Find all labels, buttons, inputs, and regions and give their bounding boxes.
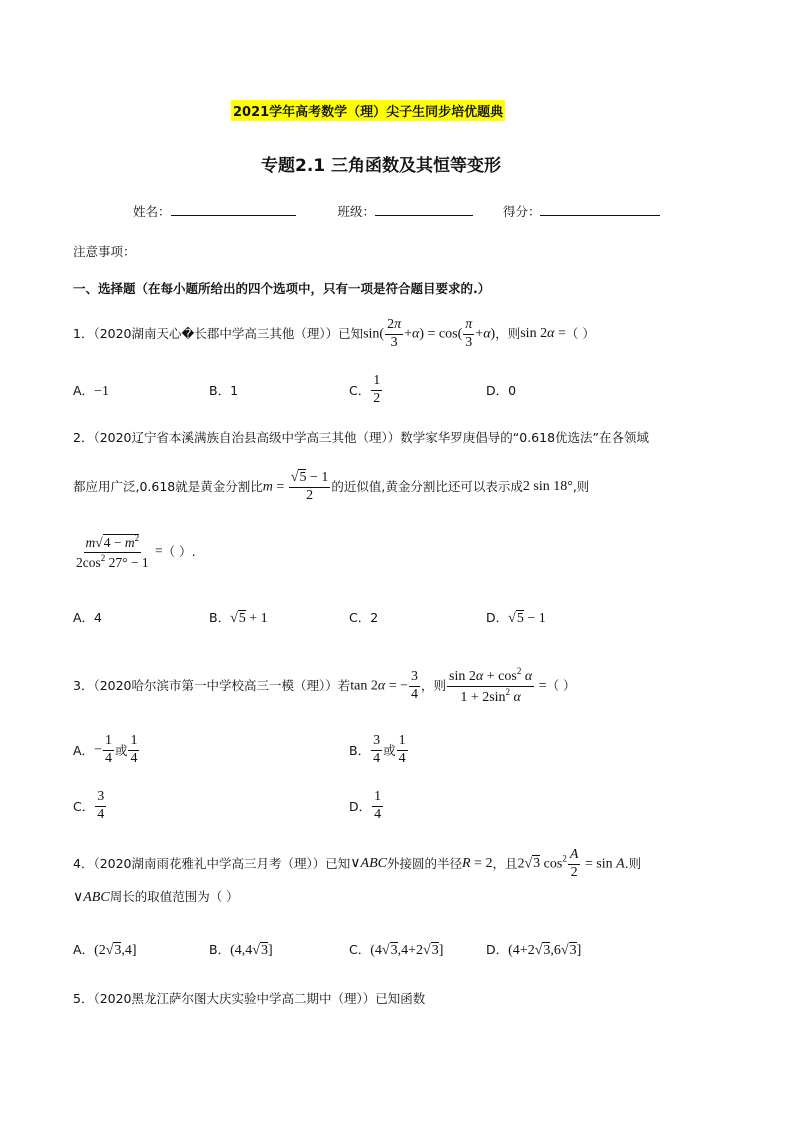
q3-option-a[interactable]: A． − $\frac{1}{4}$ 或 $\frac{1}{4}$ [73, 732, 138, 766]
q4-option-d[interactable]: D．(4+2√3,6√3] [486, 942, 582, 958]
q3-option-c[interactable]: C． $\frac{3}{4}$ [73, 788, 105, 822]
q2-sin18: 2 sin 18° [522, 479, 573, 494]
q4-line2-text: 周长的取值范围为（ ） [109, 889, 239, 904]
q4-radius: R = 2 [461, 856, 493, 871]
q2-text-a: 都应用广泛,0.618就是黄金分割比 [73, 478, 263, 494]
q1-options [73, 370, 673, 410]
q1-target: sin 2α = [520, 326, 566, 341]
score-blank[interactable] [540, 215, 660, 216]
q4-option-c[interactable]: C．(4√3,4+2√3] [349, 942, 444, 958]
q2-option-d[interactable]: D．√5 − 1 [486, 610, 546, 626]
q2-text-c: ,则 [572, 478, 590, 494]
q2-expression: $\frac{m√4 - m^2}{2\cos^2 27^\circ - 1}$ = [76, 533, 163, 570]
q4-lead: 4．（2020湖南雨花雅礼中学高三月考（理））已知 [73, 855, 351, 871]
question-2-line2 [73, 467, 589, 507]
score-label: 得分： [502, 204, 541, 219]
header-banner: 2021学年高考数学（理）尖子生同步培优题典 [231, 100, 505, 121]
q1-option-b[interactable]: B．1 [209, 383, 239, 398]
question-5: 5．（2020黑龙江萨尔图大庆实验中学高二期中（理））已知函数 [73, 991, 426, 1006]
q2-option-c[interactable]: C．2 [349, 610, 379, 625]
q2-end: （ ）. [162, 543, 196, 559]
name-label: 姓名： [133, 204, 171, 219]
q2-option-b[interactable]: B．√5 + 1 [209, 610, 268, 626]
q3-expression: $\frac{\sin 2\alpha + \cos^2 \alpha}{1 + 2\sin^2 \alpha}$ = [449, 665, 547, 705]
q4-triangle: ∨ABC [350, 856, 387, 871]
class-blank[interactable] [375, 215, 473, 216]
q3-mid: ，则 [421, 677, 447, 693]
section-heading: 一、选择题（在每小题所给出的四个选项中，只有一项是符合题目要求的.） [73, 281, 491, 296]
question-2-line1: 2．（2020辽宁省本溪满族自治县高级中学高三其他（理））数学家华罗庚倡导的“0.618优选法”在各领域 [73, 430, 650, 445]
question-4-line1 [73, 843, 641, 885]
q1-lead: 1．（2020湖南天心�长郡中学高三其他（理））已知 [73, 325, 364, 341]
q1-tail: ，则 [495, 325, 521, 341]
info-line [133, 206, 660, 219]
name-blank[interactable] [171, 215, 296, 216]
q2-option-a[interactable]: A．4 [73, 610, 103, 625]
q1-option-d[interactable]: D．0 [486, 383, 517, 398]
question-4-line2 [73, 891, 239, 905]
q1-end: （ ） [565, 325, 595, 341]
q3-options-row2 [73, 786, 673, 826]
q4-option-a[interactable]: A．(2√3,4] [73, 942, 137, 958]
q3-option-d[interactable]: D． $\frac{1}{4}$ [349, 788, 382, 822]
class-label: 班级： [337, 204, 375, 219]
notice-label: 注意事项： [73, 244, 136, 259]
q4-options [73, 940, 673, 962]
q4-triangle-2: ∨ABC [73, 890, 110, 905]
q3-given: tan 2α = − $\frac{3}{4}$ [350, 668, 419, 702]
q3-lead: 3．（2020哈尔滨市第一中学校高三一模（理））若 [73, 677, 351, 693]
question-3 [73, 664, 576, 708]
q3-option-b[interactable]: B． $\frac{3}{4}$ 或 $\frac{1}{4}$ [349, 732, 406, 766]
page-title: 专题2.1 三角函数及其恒等变形 [261, 156, 502, 176]
q2-text-b: 的近似值,黄金分割比还可以表示成 [331, 478, 523, 494]
q4-mid1: 外接圆的半径 [386, 855, 462, 871]
q2-options [73, 608, 673, 630]
q4-option-b[interactable]: B．(4,4√3] [209, 942, 273, 958]
q1-equation: sin( $\frac{2\pi}{3}$ +α) = cos( $\frac{\pi}{3}$ +α) [363, 316, 496, 350]
q4-mid2: ，且 [492, 855, 518, 871]
q4-mid3: .则 [624, 855, 642, 871]
q1-option-c[interactable]: C． $\frac{1}{2}$ [349, 372, 381, 406]
question-2-line3 [73, 530, 196, 574]
q1-option-a[interactable]: A．−1 [73, 382, 109, 399]
question-1 [73, 314, 595, 354]
q3-end: （ ） [546, 677, 576, 693]
q4-equation: 2√3 $\cos^2$ $\frac{A}{2}$ = sin A [517, 846, 625, 880]
q2-golden-ratio: m = $\frac{√5 - 1}{2}$ [262, 469, 329, 503]
q3-options-row1 [73, 730, 673, 770]
